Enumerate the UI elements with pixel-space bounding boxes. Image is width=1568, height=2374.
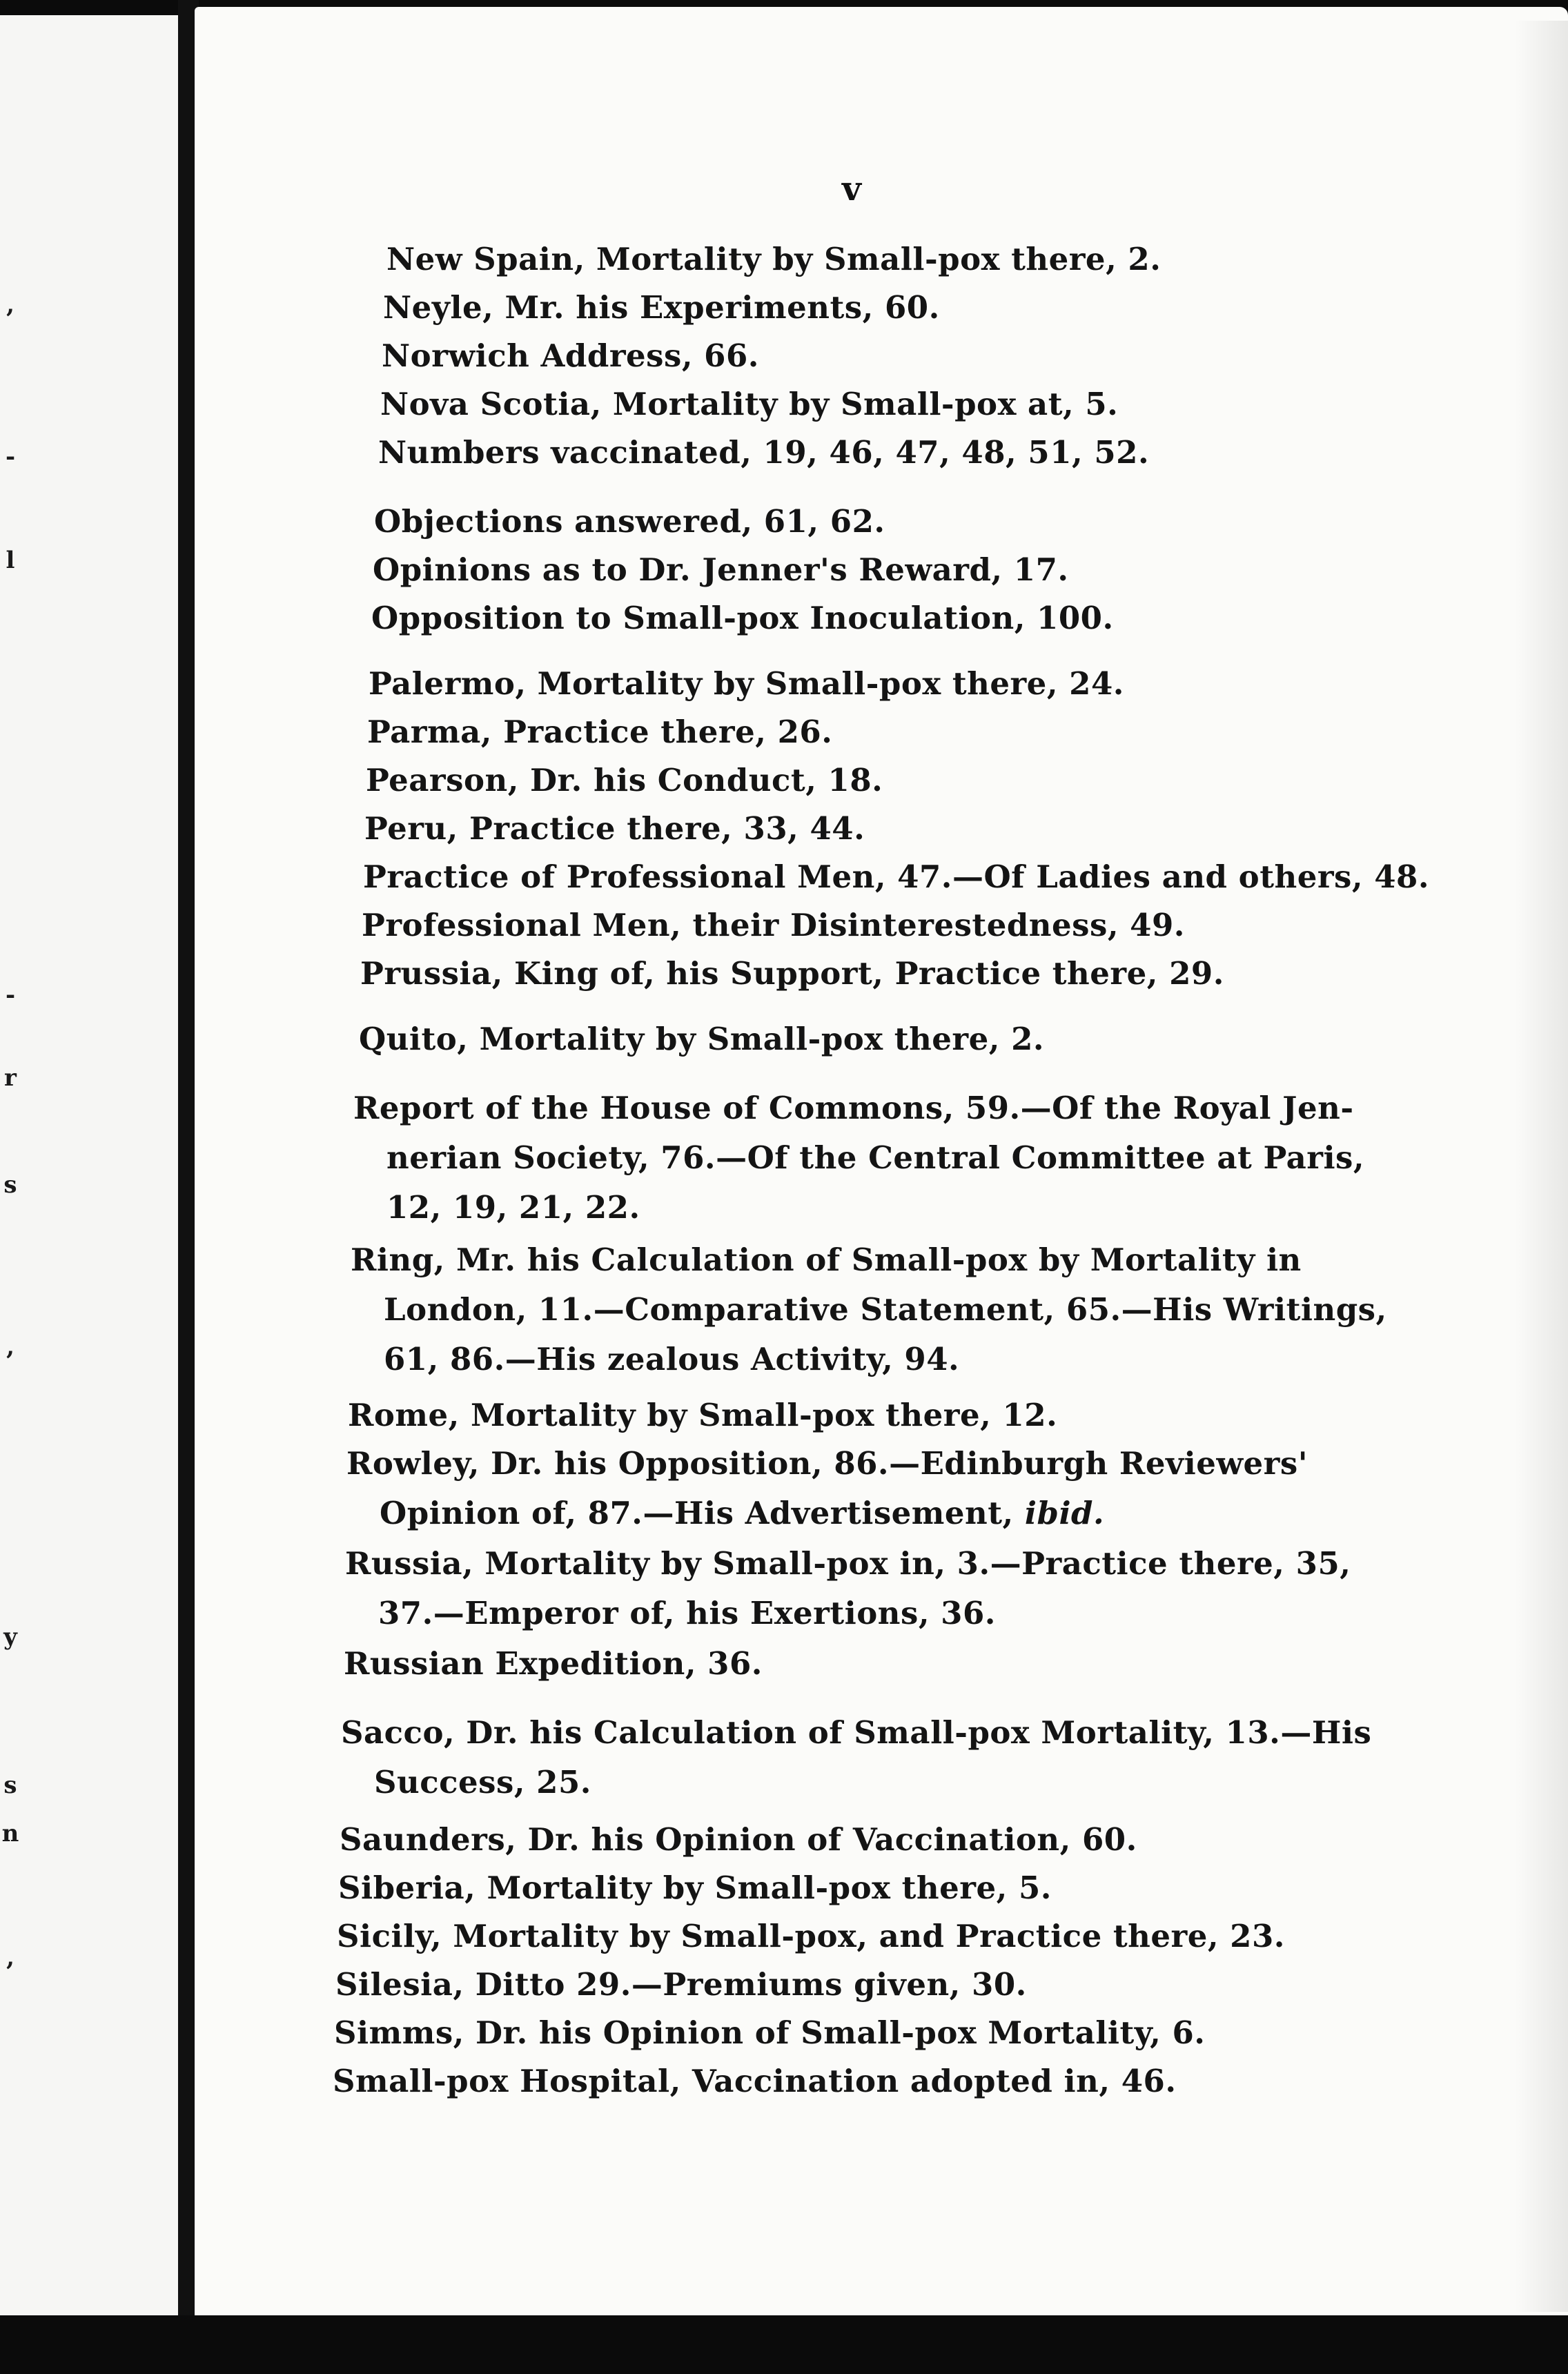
index-entry-line: Opposition to Small-pox Inoculation, 100.: [371, 600, 1114, 636]
index-entry-line: Sacco, Dr. his Calculation of Small-pox Mortality, 13.—His: [341, 1714, 1372, 1751]
index-entry-line: Ring, Mr. his Calculation of Small-pox by Mortality in: [351, 1242, 1302, 1278]
index-entry: [353, 1083, 1364, 1233]
margin-fragment: r: [4, 1064, 17, 1092]
margin-fragment: s: [3, 1171, 17, 1199]
index-entry-line: Report of the House of Commons, 59.—Of the Royal Jen-: [353, 1090, 1354, 1126]
margin-fragment: -: [5, 981, 16, 1009]
margin-fragment: ,: [6, 291, 14, 319]
index-entry-line: Success, 25.: [374, 1764, 591, 1801]
scan-border: [0, 2315, 1568, 2374]
index-entry: [344, 1639, 763, 1689]
index-entry-line: Simms, Dr. his Opinion of Small-pox Mortality, 6.: [334, 2014, 1206, 2051]
index-entry-line: Rome, Mortality by Small-pox there, 12.: [348, 1397, 1058, 1433]
index-entry-line: Objections answered, 61, 62.: [374, 503, 885, 540]
index-entry: [386, 235, 1161, 284]
index-entry: [371, 594, 1114, 643]
index-entry-line: Palermo, Mortality by Small-pox there, 24.: [369, 665, 1124, 702]
index-entry-line: Numbers vaccinated, 19, 46, 47, 48, 51, 52.: [378, 434, 1150, 471]
index-entry-line: Russia, Mortality by Small-pox in, 3.—Practice there, 35,: [345, 1545, 1351, 1582]
index-entry: [345, 1539, 1351, 1638]
index-entry-line: Opinions as to Dr. Jenner's Reward, 17.: [373, 551, 1069, 588]
index-entry-line: Quito, Mortality by Small-pox there, 2.: [359, 1021, 1045, 1057]
index-entry-line: Opinion of, 87.—His Advertisement, ibid.: [380, 1495, 1105, 1531]
margin-fragment: y: [3, 1623, 17, 1651]
margin-fragment: s: [3, 1772, 17, 1799]
index-entry-line: Peru, Practice there, 33, 44.: [364, 810, 865, 847]
index-entry: [337, 1912, 1285, 1961]
index-entry: [380, 380, 1118, 429]
index-entry-line: Prussia, King of, his Support, Practice there, 29.: [360, 955, 1224, 992]
index-entry-line: 37.—Emperor of, his Exertions, 36.: [378, 1595, 996, 1631]
index-entry: [362, 901, 1185, 950]
index-entry-line: Professional Men, their Disinterestedness, 49.: [362, 907, 1185, 943]
index-entry-line: New Spain, Mortality by Small-pox there, 2.: [386, 241, 1162, 277]
margin-fragment: l: [6, 547, 15, 574]
index-entry: [364, 804, 865, 854]
facing-page: [0, 15, 179, 2317]
index-entry: [351, 1235, 1387, 1384]
index-entry-line: Parma, Practice there, 26.: [367, 714, 833, 750]
margin-fragment: n: [1, 1820, 19, 1847]
index-entry: [359, 1014, 1044, 1064]
index-entry-line: Sicily, Mortality by Small-pox, and Practice there, 23.: [337, 1918, 1285, 1954]
margin-fragment: ,: [6, 1944, 14, 1972]
index-entry-line: London, 11.—Comparative Statement, 65.—His Writings,: [384, 1291, 1387, 1328]
index-entry-line: Nova Scotia, Mortality by Small-pox at, 5.: [380, 386, 1119, 422]
index-entry-line: Silesia, Ditto 29.—Premiums given, 30.: [335, 1966, 1027, 2003]
index-entry-line: Norwich Address, 66.: [382, 337, 759, 374]
index-entry-line: Neyle, Mr. his Experiments, 60.: [383, 289, 940, 326]
index-entry: [360, 949, 1224, 999]
italic-reference: ibid.: [1024, 1495, 1105, 1531]
index-entry: [383, 283, 940, 333]
index-entry-line: Pearson, Dr. his Conduct, 18.: [366, 762, 883, 798]
margin-fragment: ,: [6, 1333, 14, 1361]
index-entry: [378, 428, 1149, 478]
index-entry-line: Small-pox Hospital, Vaccination adopted in, 46.: [333, 2063, 1177, 2099]
index-entry: [340, 1815, 1137, 1865]
page-edge-shadow: [1515, 21, 1568, 2312]
index-entry: [374, 497, 885, 547]
index-entry-line: nerian Society, 76.—Of the Central Committee at Paris,: [386, 1139, 1365, 1176]
index-entry: [348, 1391, 1057, 1440]
index-entry-line: Saunders, Dr. his Opinion of Vaccination, 60.: [340, 1821, 1137, 1858]
index-entry: [338, 1863, 1052, 1913]
index-entry-line: Russian Expedition, 36.: [344, 1645, 763, 1682]
index-entry-line: Rowley, Dr. his Opposition, 86.—Edinburgh Reviewers': [346, 1445, 1309, 1482]
margin-fragment: -: [5, 443, 16, 471]
index-entry: [335, 1960, 1027, 2010]
index-entry-line: Practice of Professional Men, 47.—Of Ladies and others, 48.: [363, 859, 1429, 895]
index-entry: [346, 1439, 1308, 1538]
index-entry: [333, 2057, 1176, 2106]
index-entry: [369, 659, 1124, 709]
index-entry-line: 61, 86.—His zealous Activity, 94.: [384, 1341, 960, 1377]
index-entry: [341, 1708, 1371, 1807]
index-entry-line: 12, 19, 21, 22.: [386, 1189, 640, 1226]
index-entry: [363, 852, 1429, 902]
index-entry: [373, 545, 1069, 595]
index-entry: [366, 756, 883, 805]
page-number: v: [842, 170, 861, 208]
index-entry: [334, 2008, 1205, 2058]
index-entry: [367, 707, 832, 757]
index-entry: [382, 331, 759, 381]
index-entry-line: Siberia, Mortality by Small-pox there, 5.: [338, 1870, 1052, 1906]
